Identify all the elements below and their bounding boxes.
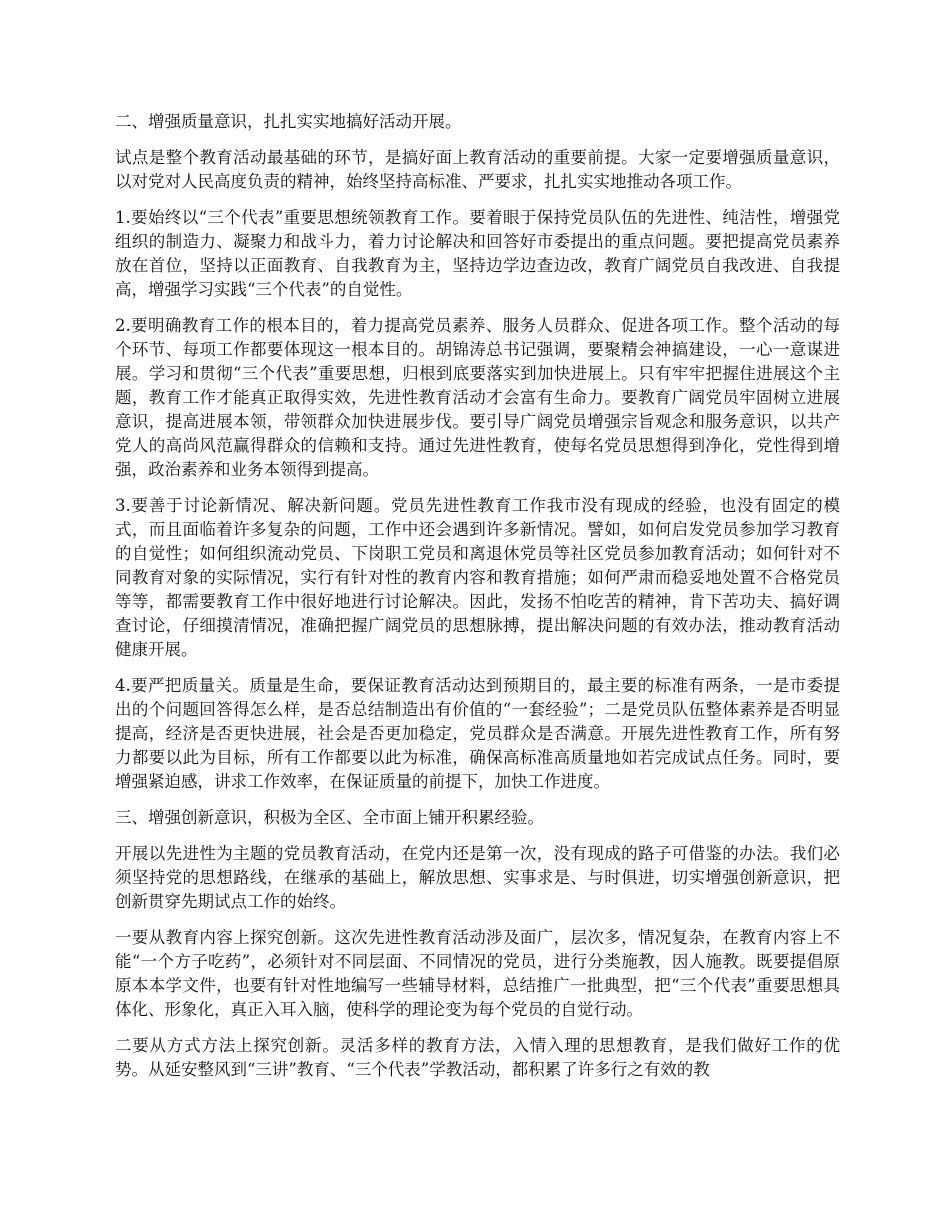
paragraph-innovation-content: 一要从教育内容上探究创新。这次先进性教育活动涉及面广，层次多，情况复杂，在教育内容上不能“一个方子吃药”，必须针对不同层面、不同情况的党员，进行分类施教，因人施教。既要提倡原原本本学文件，也要有针对性地编写一些辅导材料，总结推广一批典型，把“三个代表”重要思想具体化、形象化，真正入耳入脑，使科学的理论变为每个党员的自觉行动。	[115, 928, 840, 1019]
section-heading-2: 二、增强质量意识，扎扎实实地搞好活动开展。	[115, 112, 462, 131]
paragraph-intro: 试点是整个教育活动最基础的环节，是搞好面上教育活动的重要前提。大家一定要增强质量意识，以对党对人民高度负责的精神，始终坚持高标准、严要求，扎扎实实地推动各项工作。	[115, 148, 840, 191]
paragraph-item-1: 1.要始终以“三个代表”重要思想统领教育工作。要着眼于保持党员队伍的先进性、纯洁性，增强党组织的制造力、凝聚力和战斗力，着力讨论解决和回答好市委提出的重点问题。要把提高党员素养放在首位，坚持以正面教育、自我教育为主，坚持边学边查边改，教育广阔党员自我改进、自我提高，增强学习实践“三个代表”的自觉性。	[115, 208, 840, 299]
section-heading-3: 三、增强创新意识，积极为全区、全市面上铺开积累经验。	[115, 808, 544, 827]
paragraph-item-4: 4.要严把质量关。质量是生命，要保证教育活动达到预期目的，最主要的标准有两条，一是市委提出的个问题回答得怎么样，是否总结制造出有价值的“一套经验”；二是党员队伍整体素养是否明显提高，经济是否更快进展，社会是否更加稳定，党员群众是否满意。开展先进性教育工作，所有努力都要以此为目标，所有工作都要以此为标准，确保高标准高质量地如若完成试点任务。同时，要增强紧迫感，讲求工作效率，在保证质量的前提下，加快工作进度。	[115, 676, 840, 791]
paragraph-innovation-intro: 开展以先进性为主题的党员教育活动，在党内还是第一次，没有现成的路子可借鉴的办法。我们必须坚持党的思想路线，在继承的基础上，解放思想、实事求是、与时俱进，切实增强创新意识，把创新贯穿先期试点工作的始终。	[115, 844, 840, 911]
paragraph-item-3: 3.要善于讨论新情况、解决新问题。党员先进性教育工作我市没有现成的经验，也没有固定的模式，而且面临着许多复杂的问题，工作中还会遇到许多新情况。譬如，如何启发党员参加学习教育的自觉性；如何组织流动党员、下岗职工党员和离退休党员等社区党员参加教育活动；如何针对不同教育对象的实际情况，实行有针对性的教育内容和教育措施；如何严肃而稳妥地处置不合格党员等等，都需要教育工作中很好地进行讨论解决。因此，发扬不怕吃苦的精神，肯下苦功夫、搞好调查讨论，仔细摸清情况，准确把握广阔党员的思想脉搏，提出解决问题的有效办法，推动教育活动健康开展。	[115, 496, 840, 659]
document-body	[115, 110, 840, 1094]
paragraph-item-2: 2.要明确教育工作的根本目的，着力提高党员素养、服务人员群众、促进各项工作。整个活动的每个环节、每项工作都要体现这一根本目的。胡锦涛总书记强调，要聚精会神搞建设，一心一意谋进展。学习和贯彻“三个代表”重要思想，归根到底要落实到加快进展上。只有牢牢把握住进展这个主题，教育工作才能真正取得实效，先进性教育活动才会富有生命力。要教育广阔党员牢固树立进展意识，提高进展本领，带领群众加快进展步伐。要引导广阔党员增强宗旨观念和服务意识，以共产党人的高尚风范赢得群众的信赖和支持。通过先进性教育，使每名党员思想得到净化，党性得到增强，政治素养和业务本领得到提高。	[115, 316, 840, 479]
paragraph-innovation-methods: 二要从方式方法上探究创新。灵活多样的教育方法，入情入理的思想教育，是我们做好工作的优势。从延安整风到“三讲”教育、“三个代表”学教活动，都积累了许多行之有效的教	[115, 1036, 840, 1079]
